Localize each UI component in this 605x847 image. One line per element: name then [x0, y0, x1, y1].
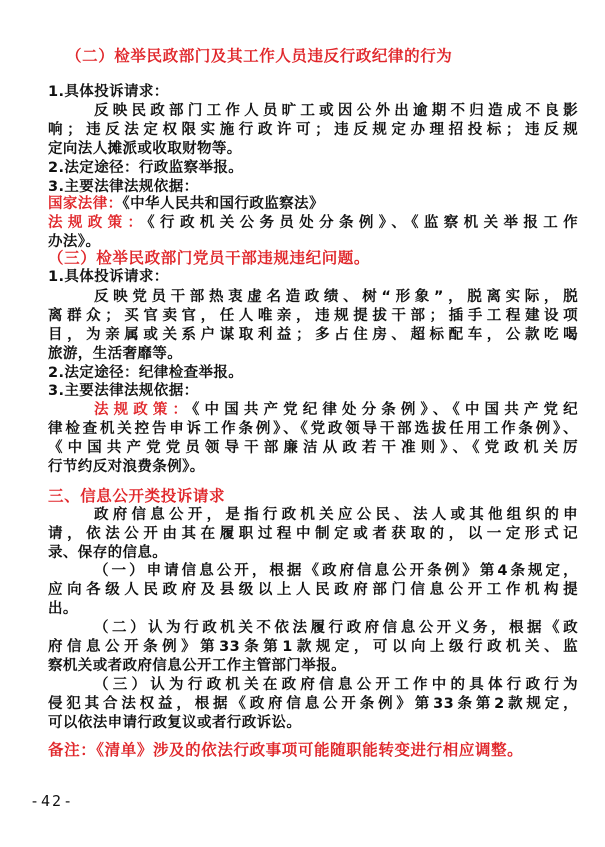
section-2-item2: 2.法定途径：行政监察举报。 — [48, 160, 244, 176]
part-3-p3-line3: 可以依法申请行政复议或者行政诉讼。 — [48, 715, 302, 731]
section-2-item1-line2: 响；违反法定权限实施行政许可；违反规定办理招投标；违反规 — [48, 122, 578, 138]
section-2-item1-label: 1.具体投诉请求： — [48, 84, 169, 100]
part-3-p2-line1: （二）认为行政机关不依法履行政府信息公开义务，根据《政 — [94, 620, 578, 636]
section-2-policy-line1 — [48, 213, 578, 233]
section-2-law — [48, 194, 578, 214]
section-3-item1-line4: 旅游，生活奢靡等。 — [48, 346, 183, 362]
part-3-title: 三、信息公开类投诉请求 — [48, 487, 226, 505]
policy-label: 法规政策： — [48, 215, 148, 231]
part-3-p1-line3: 出。 — [48, 601, 78, 617]
part-3-p3-line2: 侵犯其合法权益，根据《政府信息公开条例》第33条第2款规定， — [48, 696, 578, 712]
page-number: -42- — [30, 792, 75, 810]
section-2-item3-label: 3.主要法律法规依据： — [48, 179, 199, 195]
section-3-item1-label: 1.具体投诉请求： — [48, 269, 169, 285]
part-3-p2-line2: 府信息公开条例》第33条第1款规定，可以向上级行政机关、监 — [48, 639, 578, 655]
section-3-title: （三）检举民政部门党员干部违规违纪问题。 — [48, 249, 371, 267]
part-3-intro-line2: 请，依法公开由其在履职过程中制定或者获取的，以一定形式记 — [48, 526, 578, 542]
section-3-item2: 2.法定途径：纪律检查举报。 — [48, 365, 244, 381]
section-3-policy-line4: 行节约反对浪费条例》。 — [48, 459, 205, 475]
section-3-item1-line2: 离群众；买官卖官，任人唯亲，违规提拔干部；插手工程建设项 — [48, 308, 578, 324]
section-3-policy-line2: 律检查机关控告申诉工作条例》、《党政领导干部选拔任用工作条例》、 — [48, 421, 578, 437]
part-3-intro-line1: 政府信息公开，是指行政机关应公民、法人或其他组织的申 — [94, 507, 578, 523]
section-3-item1-line3: 目，为亲属或关系户谋取利益；多占住房、超标配车，公款吃喝 — [48, 327, 578, 343]
part-3-p3-line1: （三）认为行政机关在政府信息公开工作中的具体行政行为 — [94, 677, 578, 693]
part-3-p1-line2: 应向各级人民政府及县级以上人民政府部门信息公开工作机构提 — [48, 582, 578, 598]
part-3-p1-line1: （一）申请信息公开，根据《政府信息公开条例》第4条规定， — [94, 563, 578, 579]
section-2-title: （二）检举民政部门及其工作人员违反行政纪律的行为 — [66, 47, 453, 65]
section-3-policy-line3: 《中国共产党党员领导干部廉洁从政若干准则》、《党政机关厉 — [48, 440, 578, 456]
part-3-p2-line3: 察机关或者政府信息公开工作主管部门举报。 — [48, 658, 346, 674]
policy-text: 《行政机关公务员处分条例》、《监察机关举报工作 — [147, 215, 579, 231]
section-3-policy-line1 — [94, 400, 578, 420]
policy-label: 法规政策： — [94, 402, 193, 418]
law-label: 国家法律： — [48, 196, 123, 212]
section-2-item1-line1: 反映民政部门工作人员旷工或因公外出逾期不归造成不良影 — [94, 103, 578, 119]
section-3-item1-line1: 反映党员干部热衷虚名造政绩、树“形象”，脱离实际，脱 — [94, 289, 578, 305]
section-2-item1-line3: 定向法人摊派或收取财物等。 — [48, 141, 242, 157]
remark-note: 备注：《清单》涉及的依法行政事项可能随职能转变进行相应调整。 — [48, 741, 524, 759]
section-3-item3-label: 3.主要法律法规依据： — [48, 383, 199, 399]
part-3-intro-line3: 录、保存的信息。 — [48, 545, 168, 561]
law-text: 《中华人民共和国行政监察法》 — [122, 196, 324, 212]
policy-text: 《中国共产党纪律处分条例》、《中国共产党纪 — [192, 402, 578, 418]
section-2-policy-line2: 办法》。 — [48, 234, 101, 250]
